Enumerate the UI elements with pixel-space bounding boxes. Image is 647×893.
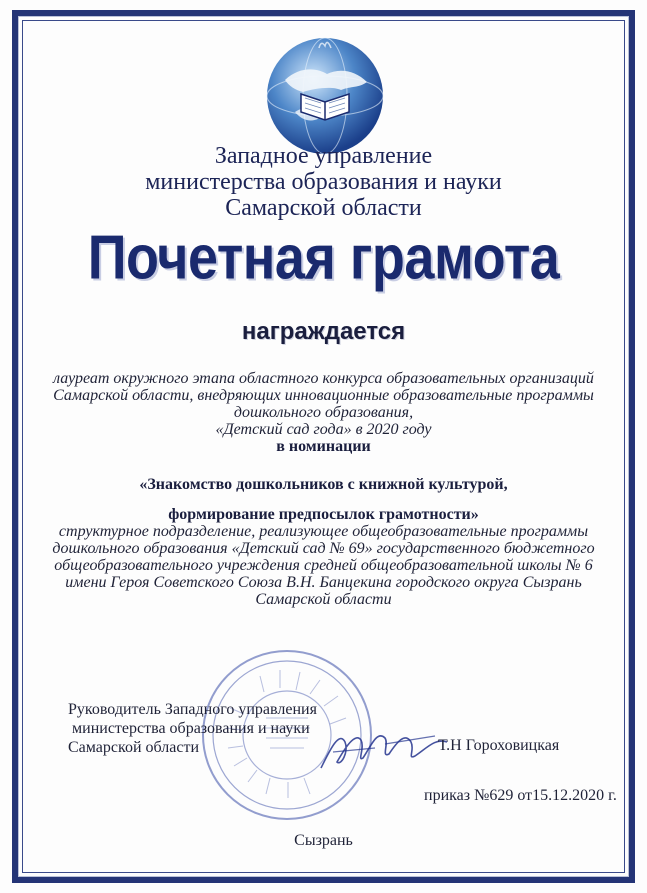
- recipient-text: [30, 523, 617, 608]
- nomination-line: «Знакомство дошкольников с книжной культурой,: [139, 476, 508, 493]
- nomination-label: в номинации: [276, 438, 371, 455]
- recipient-line: структурное подразделение, реализующее общеобразовательные программы: [58, 523, 589, 540]
- laureate-text: [30, 370, 617, 438]
- certificate-title: Почетная грамота: [87, 223, 560, 293]
- laureate-line: лауреат окружного этапа областного конкурса образовательных организаций: [53, 370, 594, 387]
- signatory-role-line: министерства образования и науки: [68, 720, 310, 737]
- signatory-role-line: Самарской области: [68, 739, 199, 756]
- issuer-line: министерства образования и науки: [145, 169, 502, 195]
- nomination-title: [30, 470, 617, 530]
- city-name: Сызрань: [294, 832, 353, 849]
- recipient-line: дошкольного образования «Детский сад № 69» государственного бюджетного: [52, 540, 595, 557]
- signatory-role-line: Руководитель Западного управления: [68, 701, 317, 718]
- signatory-name: Т.Н Гороховицкая: [438, 737, 560, 754]
- laureate-line: дошкольного образования,: [233, 404, 414, 421]
- issuer-line: Западное управление: [214, 143, 433, 169]
- recipient-line: Самарской области: [255, 591, 392, 608]
- issuer-line: Самарской области: [225, 195, 422, 221]
- awarded-label: награждается: [241, 318, 406, 345]
- issuer-name: [30, 143, 617, 221]
- nomination-line: формирование предпосылок грамотности»: [168, 506, 479, 523]
- signatory-role: [68, 700, 368, 757]
- recipient-line: имени Героя Советского Союза В.Н. Банцекина городского округа Сызрань: [65, 574, 582, 591]
- order-reference: приказ №629 от15.12.2020 г.: [424, 787, 617, 804]
- globe-book-emblem-icon: [255, 28, 395, 160]
- recipient-line: общеобразовательного учреждения средней общеобразовательной школы № 6: [54, 557, 593, 574]
- laureate-line: «Детский сад года» в 2020 году: [215, 421, 432, 438]
- laureate-line: Самарской области, внедряющих инновационные образовательные программы: [53, 387, 594, 404]
